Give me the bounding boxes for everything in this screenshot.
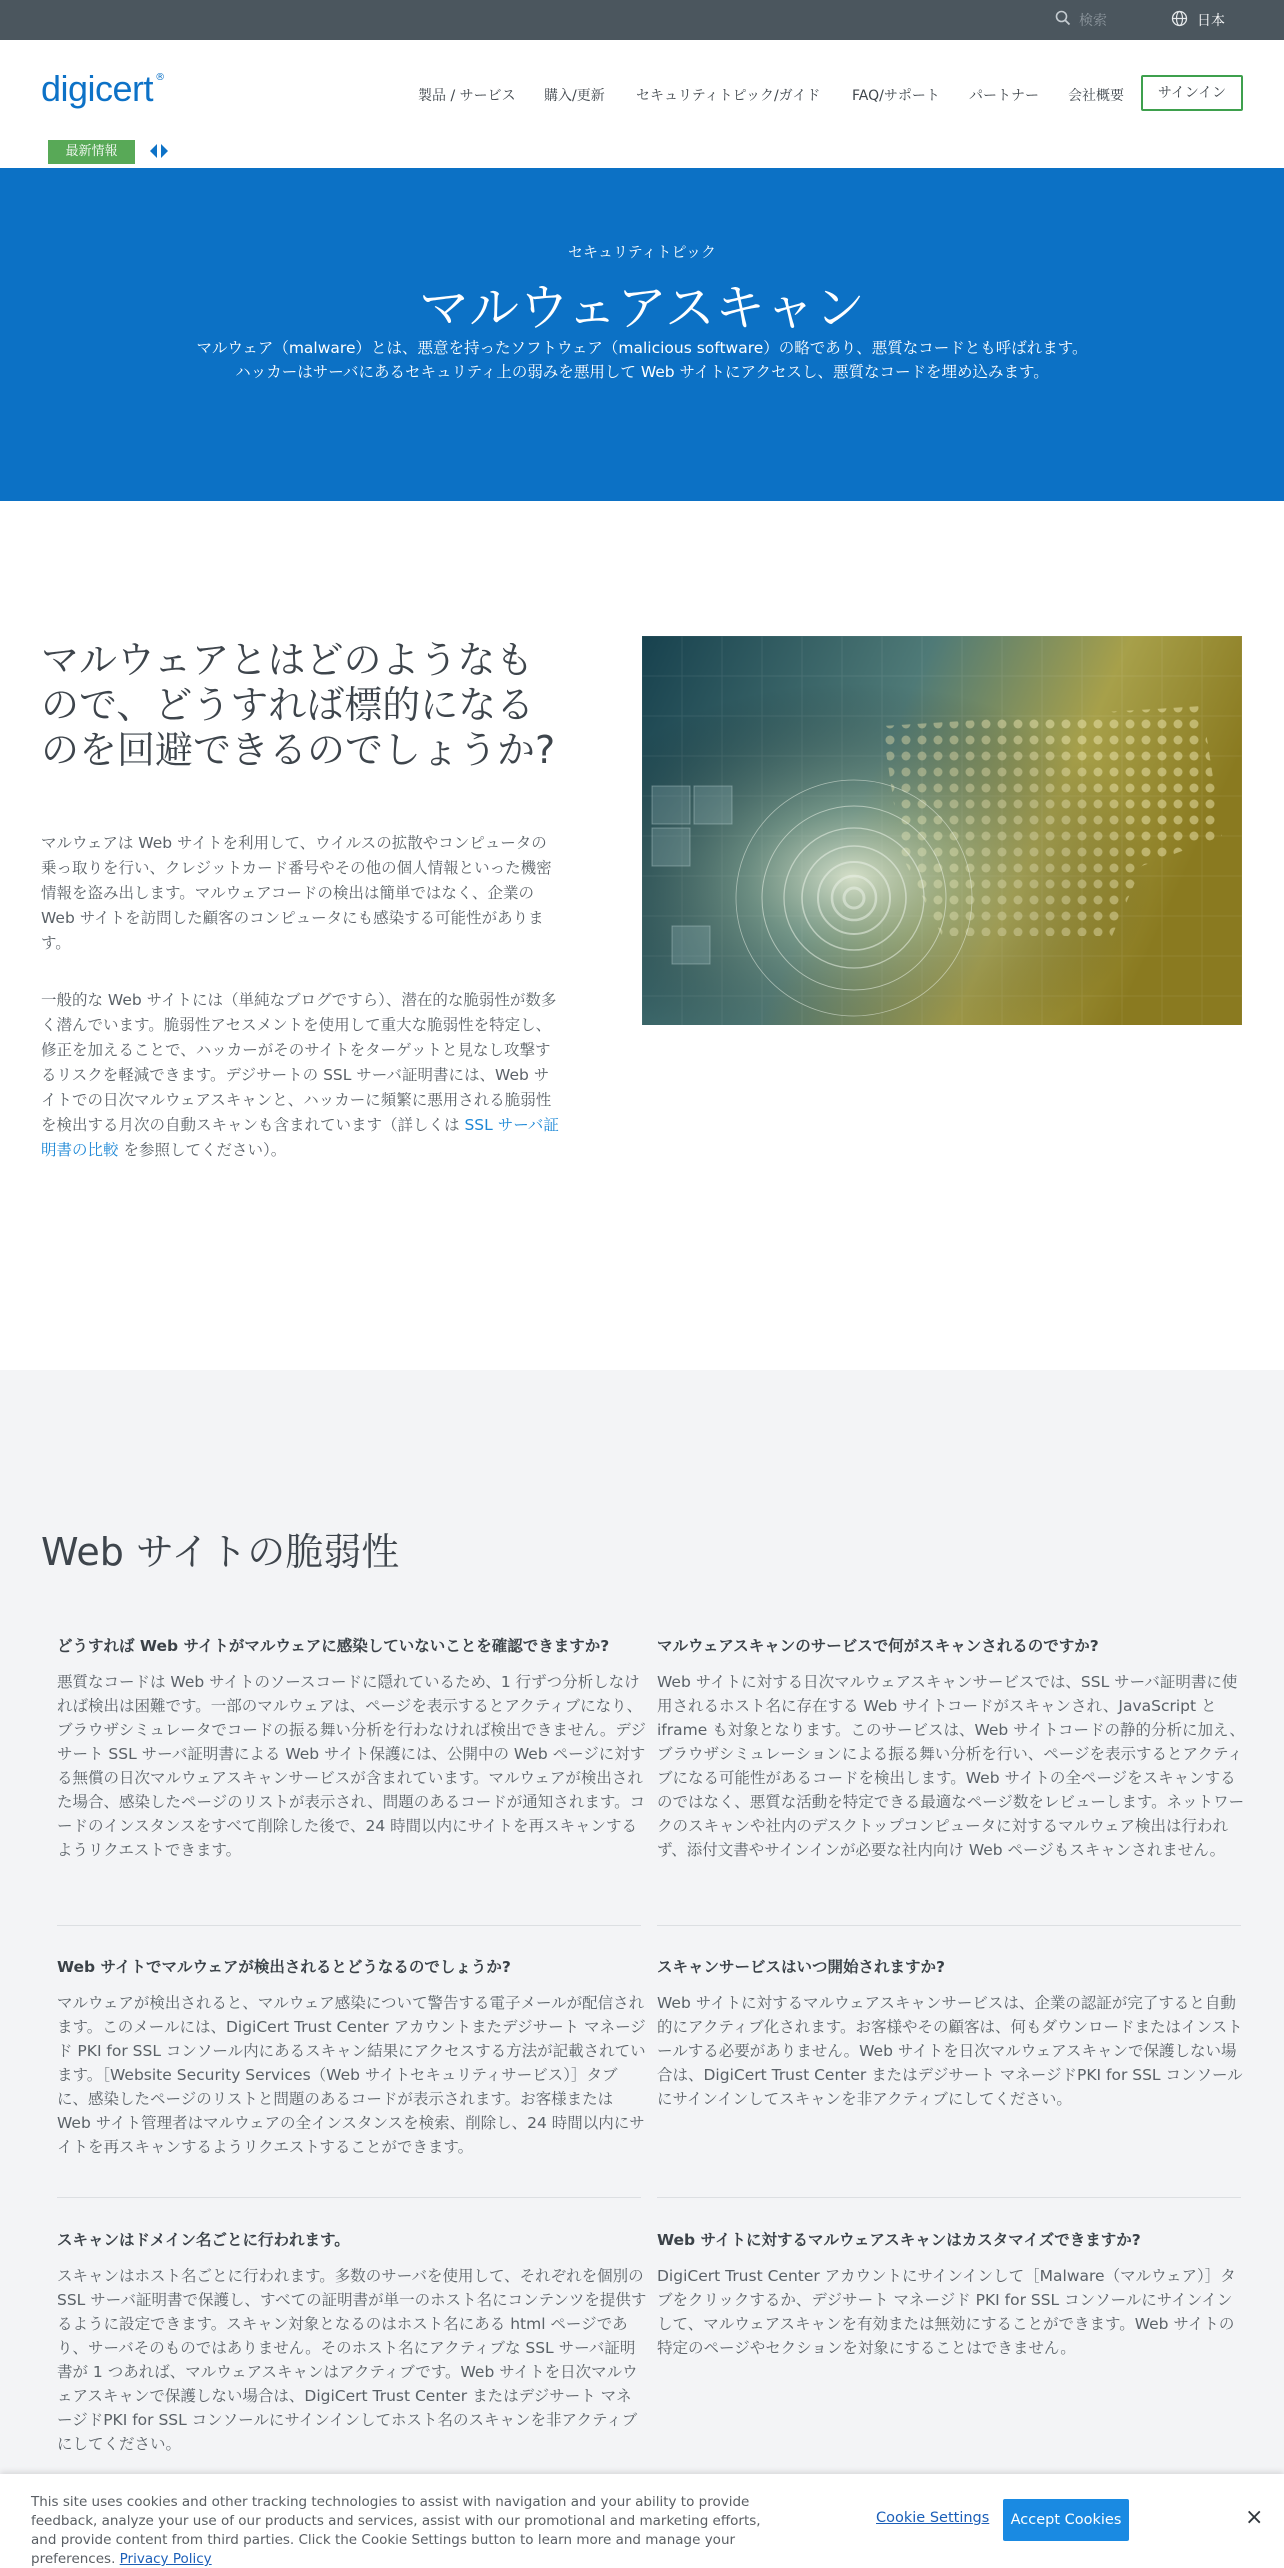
malware-illustration-graphic <box>642 636 1242 1025</box>
faq-question: Web サイトでマルウェアが検出されるとどうなるのでしょうか? <box>57 1958 511 1976</box>
intro-heading: マルウェアとはどのようなもので、どうすれば標的になるのを回避できるのでしょうか? <box>41 638 556 772</box>
accept-cookies-button[interactable]: Accept Cookies <box>1003 2499 1129 2541</box>
cookie-settings-button[interactable]: Cookie Settings <box>876 2510 990 2526</box>
faq-item <box>57 2228 647 2456</box>
malware-illustration <box>642 636 1242 1025</box>
cookie-message: This site uses cookies and other tracking technologies to assist with navigation and your ability to provide feedback, analyze your use of our products and services, assist with our promotional and marketing efforts, and provide content from third parties. Click the Cookie Settings button to learn more and manage your preferences. <box>31 2494 761 2567</box>
faq-answer: 悪質なコードは Web サイトのソースコードに隠れているため、1 行ずつ分析しなければ検出は困難です。一部のマルウェアは、ページを表示するとアクティブになり、ブラウザシミュレータでコードの振る舞い分析を行わなければ検出できません。デジサート SSL サーバ証明書による Web サイト保護には、公開中の Web ページに対する無償の日次マルウェアスキャンサービスが含まれています。マルウェアが検出された場合、感染したページのリストが表示され、問題のあるコードが通知されます。コードのインスタンスをすべて削除した後で、24 時間以内にサイトを再スキャンするようリクエストできます。 <box>57 1673 647 1859</box>
faq-question: どうすれば Web サイトがマルウェアに感染していないことを確認できますか? <box>57 1637 610 1655</box>
chevron-left-icon[interactable] <box>150 144 157 158</box>
news-badge: 最新情報 <box>48 140 135 164</box>
nav-item-security-topics[interactable]: セキュリティトピック/ガイド <box>636 88 821 104</box>
faq-item <box>57 1955 647 2159</box>
page-title: マルウェアスキャン <box>419 279 865 337</box>
divider <box>57 1925 641 1926</box>
cookie-text <box>31 2493 766 2568</box>
intro-paragraph-2-end: を参照してください）。 <box>123 1141 287 1159</box>
faq-item <box>57 1634 647 1862</box>
faq-answer: DigiCert Trust Center アカウントにサインインして［Malware（マルウェア）］タブをクリックするか、デジサート マネージド PKI for SSL コンソールにサインインして、マルウェアスキャンを有効または無効にすることができます。Web サイトの特定のページやセクションを対象にすることはできません。 <box>657 2267 1236 2357</box>
chevron-right-icon[interactable] <box>161 144 168 158</box>
ssl-comparison-link[interactable]: SSL サーバ証明書の比較 <box>41 1116 559 1159</box>
signin-button[interactable]: サインイン <box>1141 75 1243 111</box>
logo-wordmark[interactable]: digicert <box>41 68 154 109</box>
faq-item <box>657 2228 1247 2360</box>
main-nav <box>0 82 1284 110</box>
faq-question: Web サイトに対するマルウェアスキャンはカスタマイズできますか? <box>657 2231 1141 2249</box>
language-label[interactable]: 日本 <box>1197 13 1225 29</box>
faq-answer: スキャンはホスト名ごとに行われます。多数のサーバを使用して、それぞれを個別の SSL サーバ証明書で保護し、すべての証明書が単一のホスト名にコンテンツを提供するように設定できます。スキャン対象となるのはホスト名にある html ページであり、サーバそのものではありません。そのホスト名にアクティブな SSL サーバ証明書が 1 つあれば、マルウェアスキャンはアクティブです。Web サイトを日次マルウェアスキャンで保護しない場合は、DigiCert Trust Center またはデジサート マネージドPKI for SSL コンソールにサインインしてホスト名のスキャンを非アクティブにしてください。 <box>57 2267 647 2453</box>
faq-question: スキャンはドメイン名ごとに行われます。 <box>57 2231 350 2249</box>
logo-registered-mark: ® <box>155 72 166 83</box>
hero-lead-line-1: マルウェア（malware）とは、悪意を持ったソフトウェア（malicious software）の略であり、悪質なコードとも呼ばれます。 <box>196 339 1088 357</box>
news-arrows <box>150 144 168 158</box>
faq-item <box>657 1634 1247 1862</box>
hero-banner <box>0 168 1284 501</box>
divider <box>657 2197 1241 2198</box>
faq-answer: Web サイトに対するマルウェアスキャンサービスは、企業の認証が完了すると自動的にアクティブ化されます。お客様やその顧客は、何もダウンロードまたはインストールする必要がありません。Web サイトを日次マルウェアスキャンで保護しない場合は、DigiCert Trust Center またはデジサート マネージドPKI for SSL コンソールにサインインしてスキャンを非アクティブにしてください。 <box>657 1994 1243 2108</box>
intro-paragraph-1: マルウェアは Web サイトを利用して、ウイルスの拡散やコンピュータの乗っ取りを行い、クレジットカード番号やその他の個人情報といった機密情報を盗み出します。マルウェアコードの検出は簡単ではなく、企業の Web サイトを訪問した顧客のコンピュータにも感染する可能性があります。 <box>41 834 552 952</box>
utility-bar <box>0 0 1284 40</box>
nav-item-buy-renew[interactable]: 購入/更新 <box>544 88 605 104</box>
faq-question: スキャンサービスはいつ開始されますか? <box>657 1958 945 1976</box>
faq-question: マルウェアスキャンのサービスで何がスキャンされるのですか? <box>657 1637 1099 1655</box>
intro-paragraph-2-text: 一般的な Web サイトには（単純なブログですら）、潜在的な脆弱性が数多く潜んでいます。脆弱性アセスメントを使用して重大な脆弱性を特定し、修正を加えることで、ハッカーがそのサイトをターゲットと見なし攻撃するリスクを軽減できます。デジサートの SSL サーバ証明書には、Web サイトでの日次マルウェアスキャンと、ハッカーに頻繁に悪用される脆弱性を検出する月次の自動スキャンも含まれています（詳しくは <box>41 991 557 1134</box>
nav-item-products[interactable]: 製品 / サービス <box>418 88 516 104</box>
site-header <box>0 40 1284 168</box>
language-selector[interactable] <box>1171 9 1225 31</box>
search-placeholder[interactable]: 検索 <box>1079 13 1107 29</box>
search-icon[interactable] <box>1055 10 1071 30</box>
intro-paragraph-2 <box>41 988 561 1163</box>
nav-item-faq-support[interactable]: FAQ/サポート <box>852 88 940 104</box>
cookie-banner <box>0 2474 1284 2568</box>
close-icon[interactable]: × <box>1245 2505 1264 2530</box>
privacy-policy-link[interactable]: Privacy Policy <box>119 2551 212 2567</box>
nav-item-partners[interactable]: パートナー <box>969 88 1039 104</box>
hero-lead-line-2: ハッカーはサーバにあるセキュリティ上の弱みを悪用して Web サイトにアクセスし、悪質なコードを埋め込みます。 <box>235 363 1049 381</box>
divider <box>657 1925 1241 1926</box>
globe-icon <box>1171 10 1188 31</box>
vulnerability-section <box>0 1370 1284 2568</box>
hero-lead <box>0 336 1284 384</box>
search-box[interactable] <box>1055 9 1107 31</box>
divider <box>57 2197 641 2198</box>
vulnerability-heading: Web サイトの脆弱性 <box>41 1530 400 1574</box>
faq-answer: Web サイトに対する日次マルウェアスキャンサービスでは、SSL サーバ証明書に使用されるホスト名に存在する Web サイトコードがスキャンされ、JavaScript と iframe も対象となります。このサービスは、Web サイトコードの静的分析に加え、ブラウザシミュレーションによる振る舞い分析を行い、ページを表示するとアクティブになる可能性があるコードを検出します。Web サイトの全ページをスキャンするのではなく、悪質な活動を特定できる最適なページ数をレビューします。ネットワークのスキャンや社内のデスクトップコンピュータに対するマルウェア検出は行われず、添付文書やサインインが必要な社内向け Web ページもスキャンされません。 <box>657 1673 1245 1859</box>
faq-answer: マルウェアが検出されると、マルウェア感染について警告する電子メールが配信されます。このメールには、DigiCert Trust Center アカウントまたデジサート マネージド PKI for SSL コンソール内にあるスキャン結果にアクセスする方法が記載されています。［Website Security Services（Web サイトセキュリティサービス）］タブに、感染したページのリストと問題のあるコードが表示されます。お客様または Web サイト管理者はマルウェアの全インスタンスを検索、削除し、24 時間以内にサイトを再スキャンするようリクエストすることができます。 <box>57 1994 646 2156</box>
nav-item-company[interactable]: 会社概要 <box>1068 88 1124 104</box>
faq-item <box>657 1955 1247 2111</box>
hero-eyebrow: セキュリティトピック <box>568 243 716 261</box>
